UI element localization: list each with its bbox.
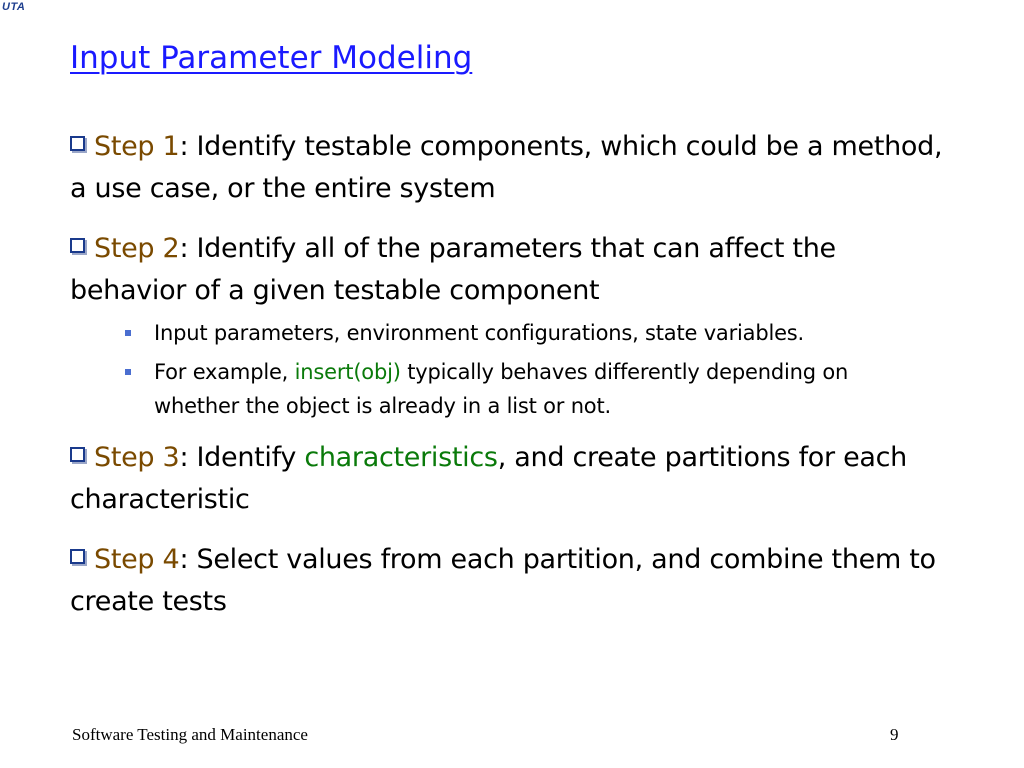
sub-item-prefix: For example, — [154, 360, 295, 384]
highlight-term: characteristics — [304, 442, 498, 473]
slide-title: Input Parameter Modeling — [70, 40, 473, 76]
step-1 — [70, 126, 950, 210]
checkbox-bullet-icon — [70, 136, 85, 151]
step-text: : Select values from each partition, and combine them to create tests — [70, 544, 936, 617]
sub-item — [70, 316, 884, 350]
step-2 — [70, 228, 950, 312]
step-label: Step 1 — [94, 131, 180, 162]
footer-course-title: Software Testing and Maintenance — [72, 725, 308, 744]
step-text: : Identify all of the parameters that can affect the behavior of a given testable component — [70, 233, 836, 306]
step-label: Step 4 — [94, 544, 180, 575]
sub-item — [70, 355, 884, 423]
slide-content — [70, 126, 950, 641]
code-snippet: insert(obj) — [294, 360, 401, 384]
page-number: 9 — [890, 725, 899, 744]
sub-item-suffix: typically behaves differently depending on whether the object is already in a list or not. — [154, 360, 849, 418]
square-bullet-icon — [125, 330, 131, 336]
step-label: Step 3 — [94, 442, 180, 473]
step-text-after: , and create partitions for each characteristic — [70, 442, 907, 515]
uta-logo: UTA — [2, 1, 26, 13]
square-bullet-icon — [125, 369, 131, 375]
step-2-subitems — [70, 316, 950, 423]
step-text-before: : Identify — [179, 442, 305, 473]
checkbox-bullet-icon — [70, 549, 85, 564]
checkbox-bullet-icon — [70, 447, 85, 462]
sub-item-text: Input parameters, environment configurations, state variables. — [154, 321, 805, 345]
checkbox-bullet-icon — [70, 238, 85, 253]
step-3 — [70, 437, 950, 521]
step-text: : Identify testable components, which could be a method, a use case, or the entire system — [70, 131, 943, 204]
step-label: Step 2 — [94, 233, 180, 264]
step-4 — [70, 539, 950, 623]
